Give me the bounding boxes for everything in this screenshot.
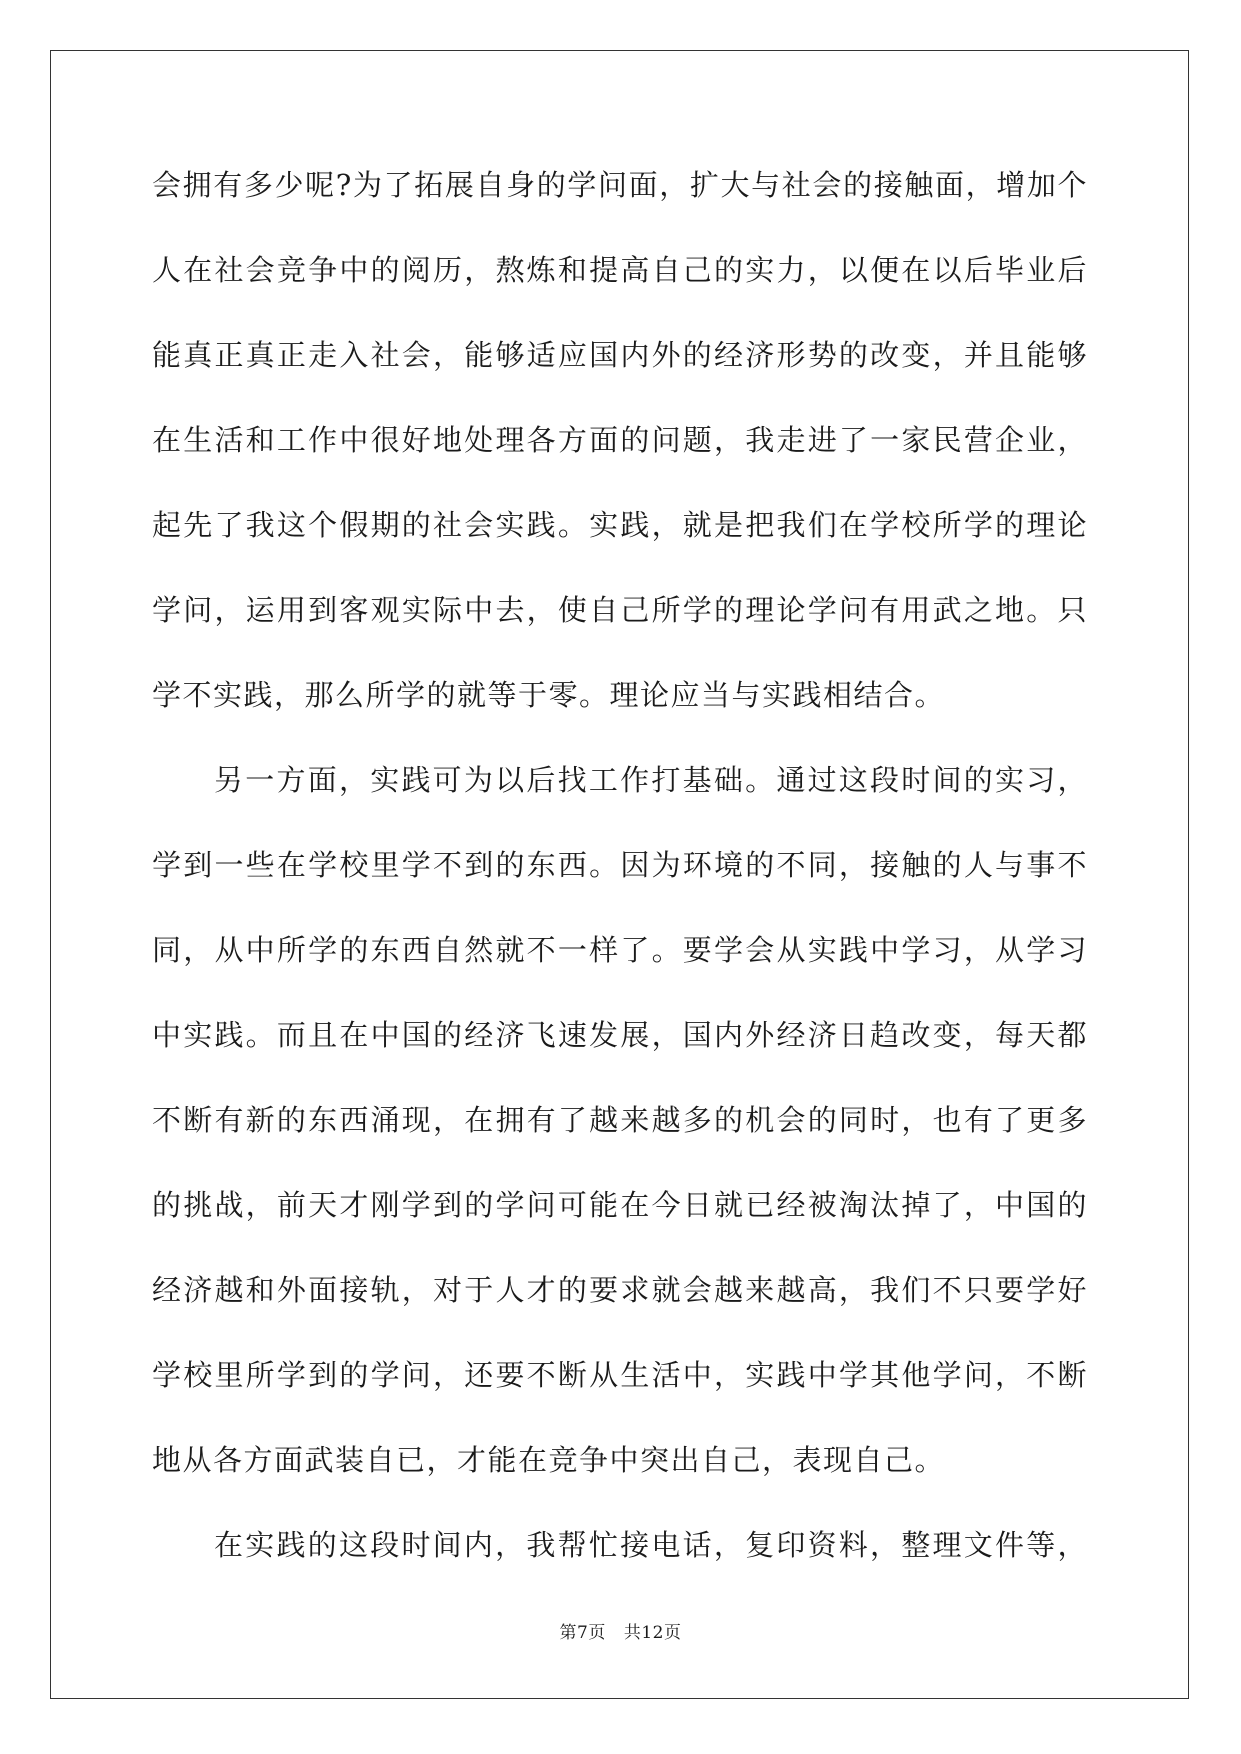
page-number: 第7页	[559, 1623, 606, 1643]
text-line: 的挑战，前天才刚学到的学问可能在今日就已经被淘汰掉了，中国的	[152, 1188, 1088, 1222]
paragraph-start-line: 在实践的这段时间内，我帮忙接电话，复印资料，整理文件等，	[214, 1528, 1088, 1562]
text-line: 学不实践，那么所学的就等于零。理论应当与实践相结合。	[152, 678, 946, 712]
text-line: 学问，运用到客观实际中去，使自己所学的理论学问有用武之地。只	[152, 593, 1088, 627]
text-line: 会拥有多少呢?为了拓展自身的学问面，扩大与社会的接触面，增加个	[152, 168, 1088, 202]
text-line: 经济越和外面接轨，对于人才的要求就会越来越高，我们不只要学好	[152, 1273, 1088, 1307]
text-line: 中实践。而且在中国的经济飞速发展，国内外经济日趋改变，每天都	[152, 1018, 1088, 1052]
text-line: 同，从中所学的东西自然就不一样了。要学会从实践中学习，从学习	[152, 933, 1088, 967]
text-line: 人在社会竞争中的阅历，熬炼和提高自己的实力，以便在以后毕业后	[152, 253, 1088, 287]
text-line: 能真正真正走入社会，能够适应国内外的经济形势的改变，并且能够	[152, 338, 1088, 372]
paragraph-start-line: 另一方面，实践可为以后找工作打基础。通过这段时间的实习，	[214, 763, 1088, 797]
document-body	[152, 158, 1088, 1603]
page-footer	[0, 1618, 1241, 1643]
text-line: 不断有新的东西涌现，在拥有了越来越多的机会的同时，也有了更多	[152, 1103, 1088, 1137]
text-line: 学校里所学到的学问，还要不断从生活中，实践中学其他学问，不断	[152, 1358, 1088, 1392]
text-line: 起先了我这个假期的社会实践。实践，就是把我们在学校所学的理论	[152, 508, 1088, 542]
page-total: 共12页	[623, 1623, 682, 1643]
text-line: 在生活和工作中很好地处理各方面的问题，我走进了一家民营企业，	[152, 423, 1088, 457]
text-line: 地从各方面武装自已，才能在竞争中突出自己，表现自己。	[152, 1443, 946, 1477]
text-line: 学到一些在学校里学不到的东西。因为环境的不同，接触的人与事不	[152, 848, 1088, 882]
